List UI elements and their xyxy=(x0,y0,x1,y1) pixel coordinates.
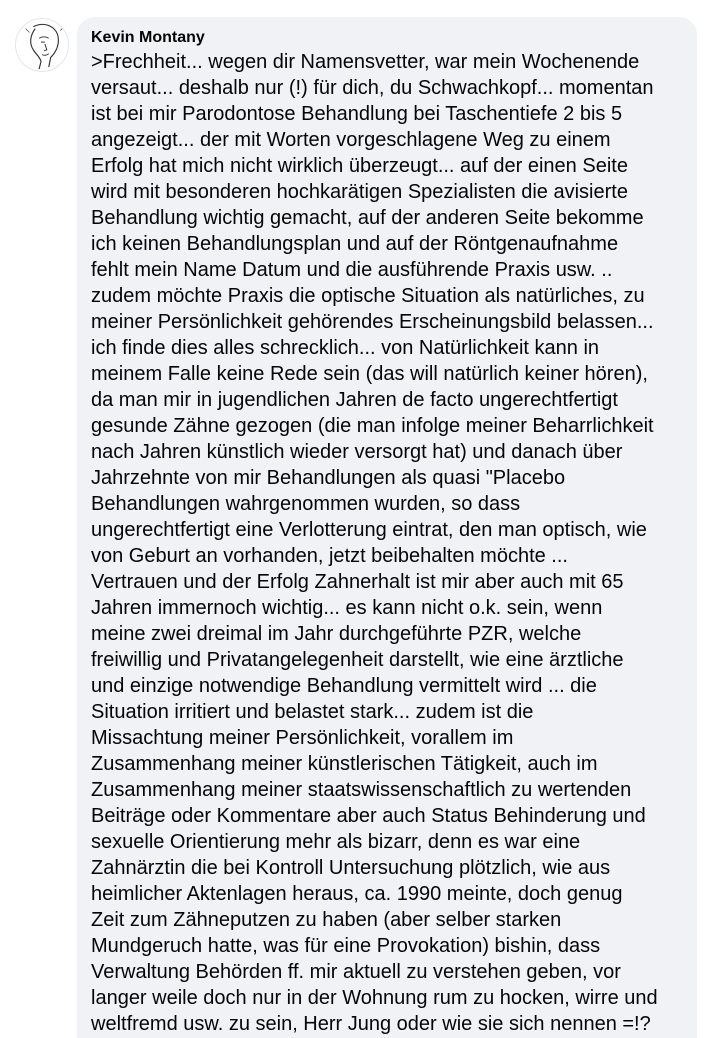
comment-line: meinem Falle keine Rede sein (das will natürlich keiner hören), xyxy=(91,363,648,385)
comment-line: Erfolg hat mich nicht wirklich überzeugt... auf der einen Seite xyxy=(91,155,628,177)
comment-line: und einzige notwendige Behandlung vermittelt wird ... die xyxy=(91,675,597,697)
comment-line: versaut... deshalb nur (!) für dich, du Schwachkopf... momentan xyxy=(91,77,654,99)
comment-line: Jahren immernoch wichtig... es kann nicht o.k. sein, wenn xyxy=(91,597,603,619)
comment-line: weltfremd usw. zu sein, Herr Jung oder wie sie sich nennen =!? xyxy=(91,1013,651,1035)
comment-line: meiner Persönlichkeit gehörendes Erscheinungsbild belassen... xyxy=(91,311,654,333)
comment-line: Mundgeruch hatte, was für eine Provokation) bishin, dass xyxy=(91,935,601,957)
comment-line: Situation irritiert und belastet stark... zudem ist die xyxy=(91,701,534,723)
comment-line: heimlicher Aktenlagen heraus, ca. 1990 meinte, doch genug xyxy=(91,883,623,905)
comment-line: Beiträge oder Kommentare aber auch Status Behinderung und xyxy=(91,805,646,827)
comment-line: Zeit zum Zähneputzen zu haben (aber selber starken xyxy=(91,909,562,931)
comment-line: Verwaltung Behörden ff. mir aktuell zu verstehen geben, vor xyxy=(91,961,621,983)
comment-line: Missachtung meiner Persönlichkeit, vorallem im xyxy=(91,727,514,749)
comment-text xyxy=(91,49,683,1037)
comment-line: >Frechheit... wegen dir Namensvetter, war mein Wochenende xyxy=(91,51,640,73)
comment-line: da man mir in jugendlichen Jahren de facto ungerechtfertigt xyxy=(91,389,618,411)
comment-line: ist bei mir Parodontose Behandlung bei Taschentiefe 2 bis 5 xyxy=(91,103,623,125)
sketch-face-icon xyxy=(16,19,68,71)
comment-line: ich finde dies alles schrecklich... von Natürlichkeit kann in xyxy=(91,337,600,359)
comment-line: langer weile doch nur in der Wohnung rum zu hocken, wirre und xyxy=(91,987,658,1009)
comment-line: zudem möchte Praxis die optische Situation als natürliches, zu xyxy=(91,285,645,307)
comment-line: von Geburt an vorhanden, jetzt beibehalten möchte ... xyxy=(91,545,568,567)
comment-line: fehlt mein Name Datum und die ausführende Praxis usw. .. xyxy=(91,259,613,281)
comment-line: freiwillig und Privatangelegenheit darstellt, wie eine ärztliche xyxy=(91,649,624,671)
comment-line: Behandlung wichtig gemacht, auf der anderen Seite bekomme xyxy=(91,207,644,229)
comment-line: gesunde Zähne gezogen (die man infolge meiner Beharrlichkeit xyxy=(91,415,654,437)
comment-bubble xyxy=(77,17,697,1038)
comment-line: sexuelle Orientierung mehr als bizarr, denn es war eine xyxy=(91,831,581,853)
comment-line: meine zwei dreimal im Jahr durchgeführte PZR, welche xyxy=(91,623,582,645)
comment-line: Behandlungen wahrgenommen wurden, so dass xyxy=(91,493,521,515)
author-name[interactable]: Kevin Montany xyxy=(91,29,205,46)
comment-line: Zusammenhang meiner staatswissenschaftlich zu wertenden xyxy=(91,779,632,801)
comment-line: nach Jahren künstlich wieder versorgt hat) und danach über xyxy=(91,441,623,463)
comment-line: Jahrzehnte von mir Behandlungen als quasi "Placebo xyxy=(91,467,566,489)
comment-line: Zahnärztin die bei Kontroll Untersuchung plötzlich, wie aus xyxy=(91,857,611,879)
comment-line: Zusammenhang meiner künstlerischen Tätigkeit, auch im xyxy=(91,753,598,775)
comment-line: ich keinen Behandlungsplan und auf der Röntgenaufnahme xyxy=(91,233,619,255)
comment-line: wird mit besonderen hochkarätigen Spezialisten die avisierte xyxy=(91,181,628,203)
avatar[interactable] xyxy=(15,18,69,72)
comment-line: angezeigt... der mit Worten vorgeschlagene Weg zu einem xyxy=(91,129,611,151)
comment-line: Vertrauen und der Erfolg Zahnerhalt ist mir aber auch mit 65 xyxy=(91,571,624,593)
comment-line: ungerechtfertigt eine Verlotterung eintrat, den man optisch, wie xyxy=(91,519,647,541)
